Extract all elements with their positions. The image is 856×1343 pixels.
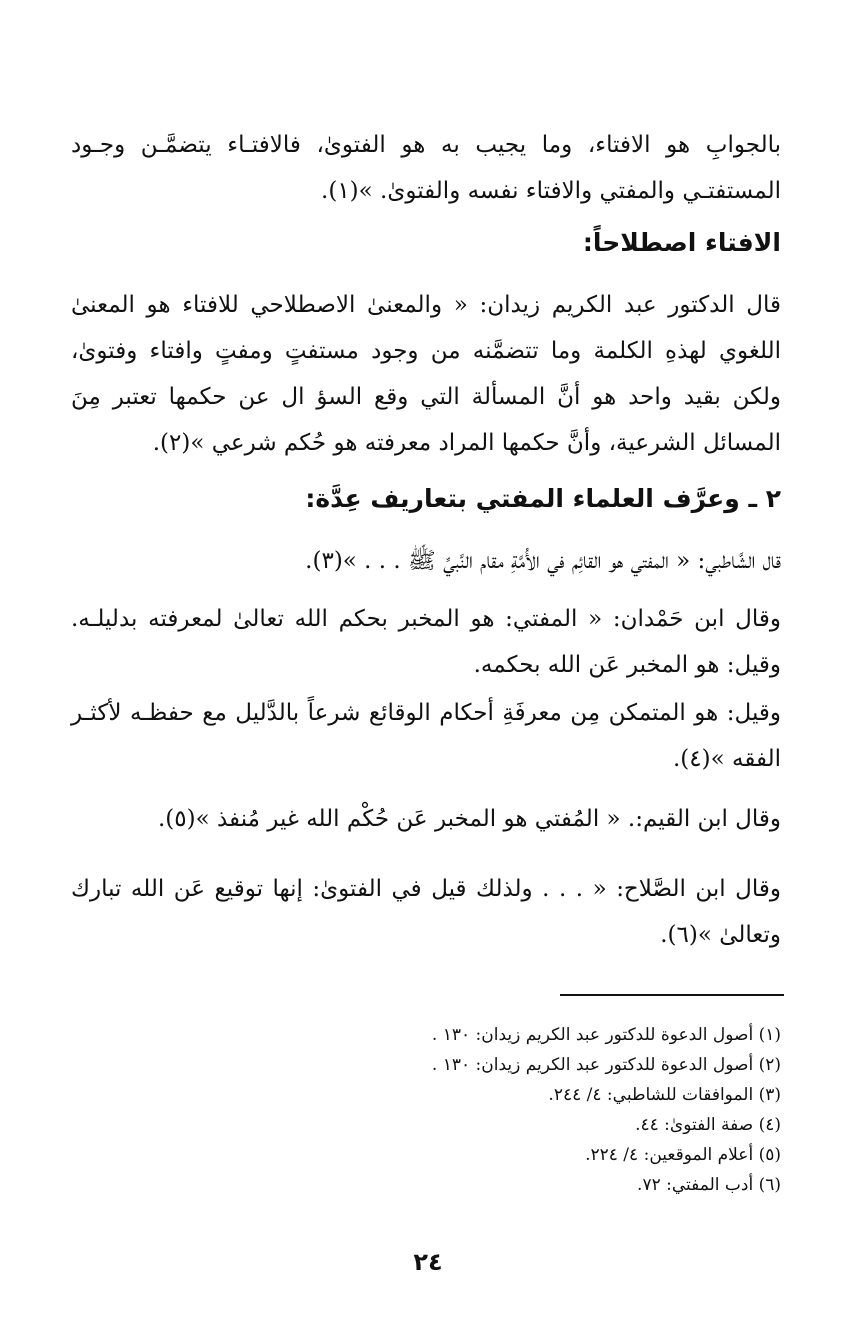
footnote-1: (١) أصول الدعوة للدكتور عبد الكريم زيدان: ١٣٠ . bbox=[431, 1025, 781, 1045]
paragraph-ibn-alqayyim: وقال ابن القيم:. « المُفتي هو المخبر عَن حُكْم الله غير مُنفذ »(٥). bbox=[157, 806, 781, 832]
footnote-3: (٣) الموافقات للشاطبي: ٤/ ٢٤٤. bbox=[548, 1085, 781, 1105]
paragraph-shatibi: قال الشَّاطبي: « المفتي هو القائِم في الأُمَّةِ مقام النَّبيِّ ﷺ . . . »(٣). bbox=[305, 548, 781, 574]
section-heading-istilahan: الافتاء اصطلاحاً: bbox=[582, 228, 781, 257]
paragraph-ibn-alsalah: وقال ابن الصَّلاح: « . . . ولذلك قيل في الفتوىٰ: إنها توقيع عَن الله تبارك وتعالىٰ »(٦). bbox=[71, 876, 781, 948]
footnote-4: (٤) صفة الفتوىٰ: ٤٤. bbox=[635, 1115, 781, 1135]
paragraph-1: بالجوابِ هو الافتاء، وما يجيب به هو الفتوىٰ، فالافتـاء يتضمَّـن وجـود المستفتـي والمفتي والافتاء نفسه والفتوىٰ. »(١). bbox=[71, 132, 781, 204]
footnote-6: (٦) أدب المفتي: ٧٢. bbox=[637, 1175, 781, 1195]
section-heading-definitions: ٢ ـ وعرَّف العلماء المفتي بتعاريف عِدَّة: bbox=[305, 484, 781, 513]
page-number: ٢٤ bbox=[413, 1248, 443, 1276]
paragraph-qila: وقيل: هو المتمكن مِن معرفَةِ أحكام الوقائع شرعاً بالدَّليل مع حفظـه لأكثـر الفقه »(٤). bbox=[71, 700, 781, 772]
paragraph-zaidan-definition: قال الدكتور عبد الكريم زيدان: « والمعنىٰ الاصطلاحي للافتاء هو المعنىٰ اللغوي لهذهِ الكلمة وما تتضمَّنه من وجود مستفتٍ ومفتٍ وافتاء وفتوىٰ، ولكن بقيد واحد هو أنَّ المسألة التي وقع السؤ ال عن حكمها تعتبر مِنَ المسائل الشرعية، وأنَّ حكمها المراد معرفته هو حُكم شرعي »(٢). bbox=[71, 292, 781, 456]
footnote-divider bbox=[560, 994, 784, 996]
paragraph-ibn-hamdan: وقال ابن حَمْدان: « المفتي: هو المخبر بحكم الله تعالىٰ لمعرفته بدليلـه. وقيل: هو المخبر عَن الله بحكمه. bbox=[71, 606, 781, 678]
footnote-5: (٥) أعلام الموقعين: ٤/ ٢٢٤. bbox=[585, 1145, 781, 1165]
footnote-2: (٢) أصول الدعوة للدكتور عبد الكريم زيدان: ١٣٠ . bbox=[431, 1055, 781, 1075]
